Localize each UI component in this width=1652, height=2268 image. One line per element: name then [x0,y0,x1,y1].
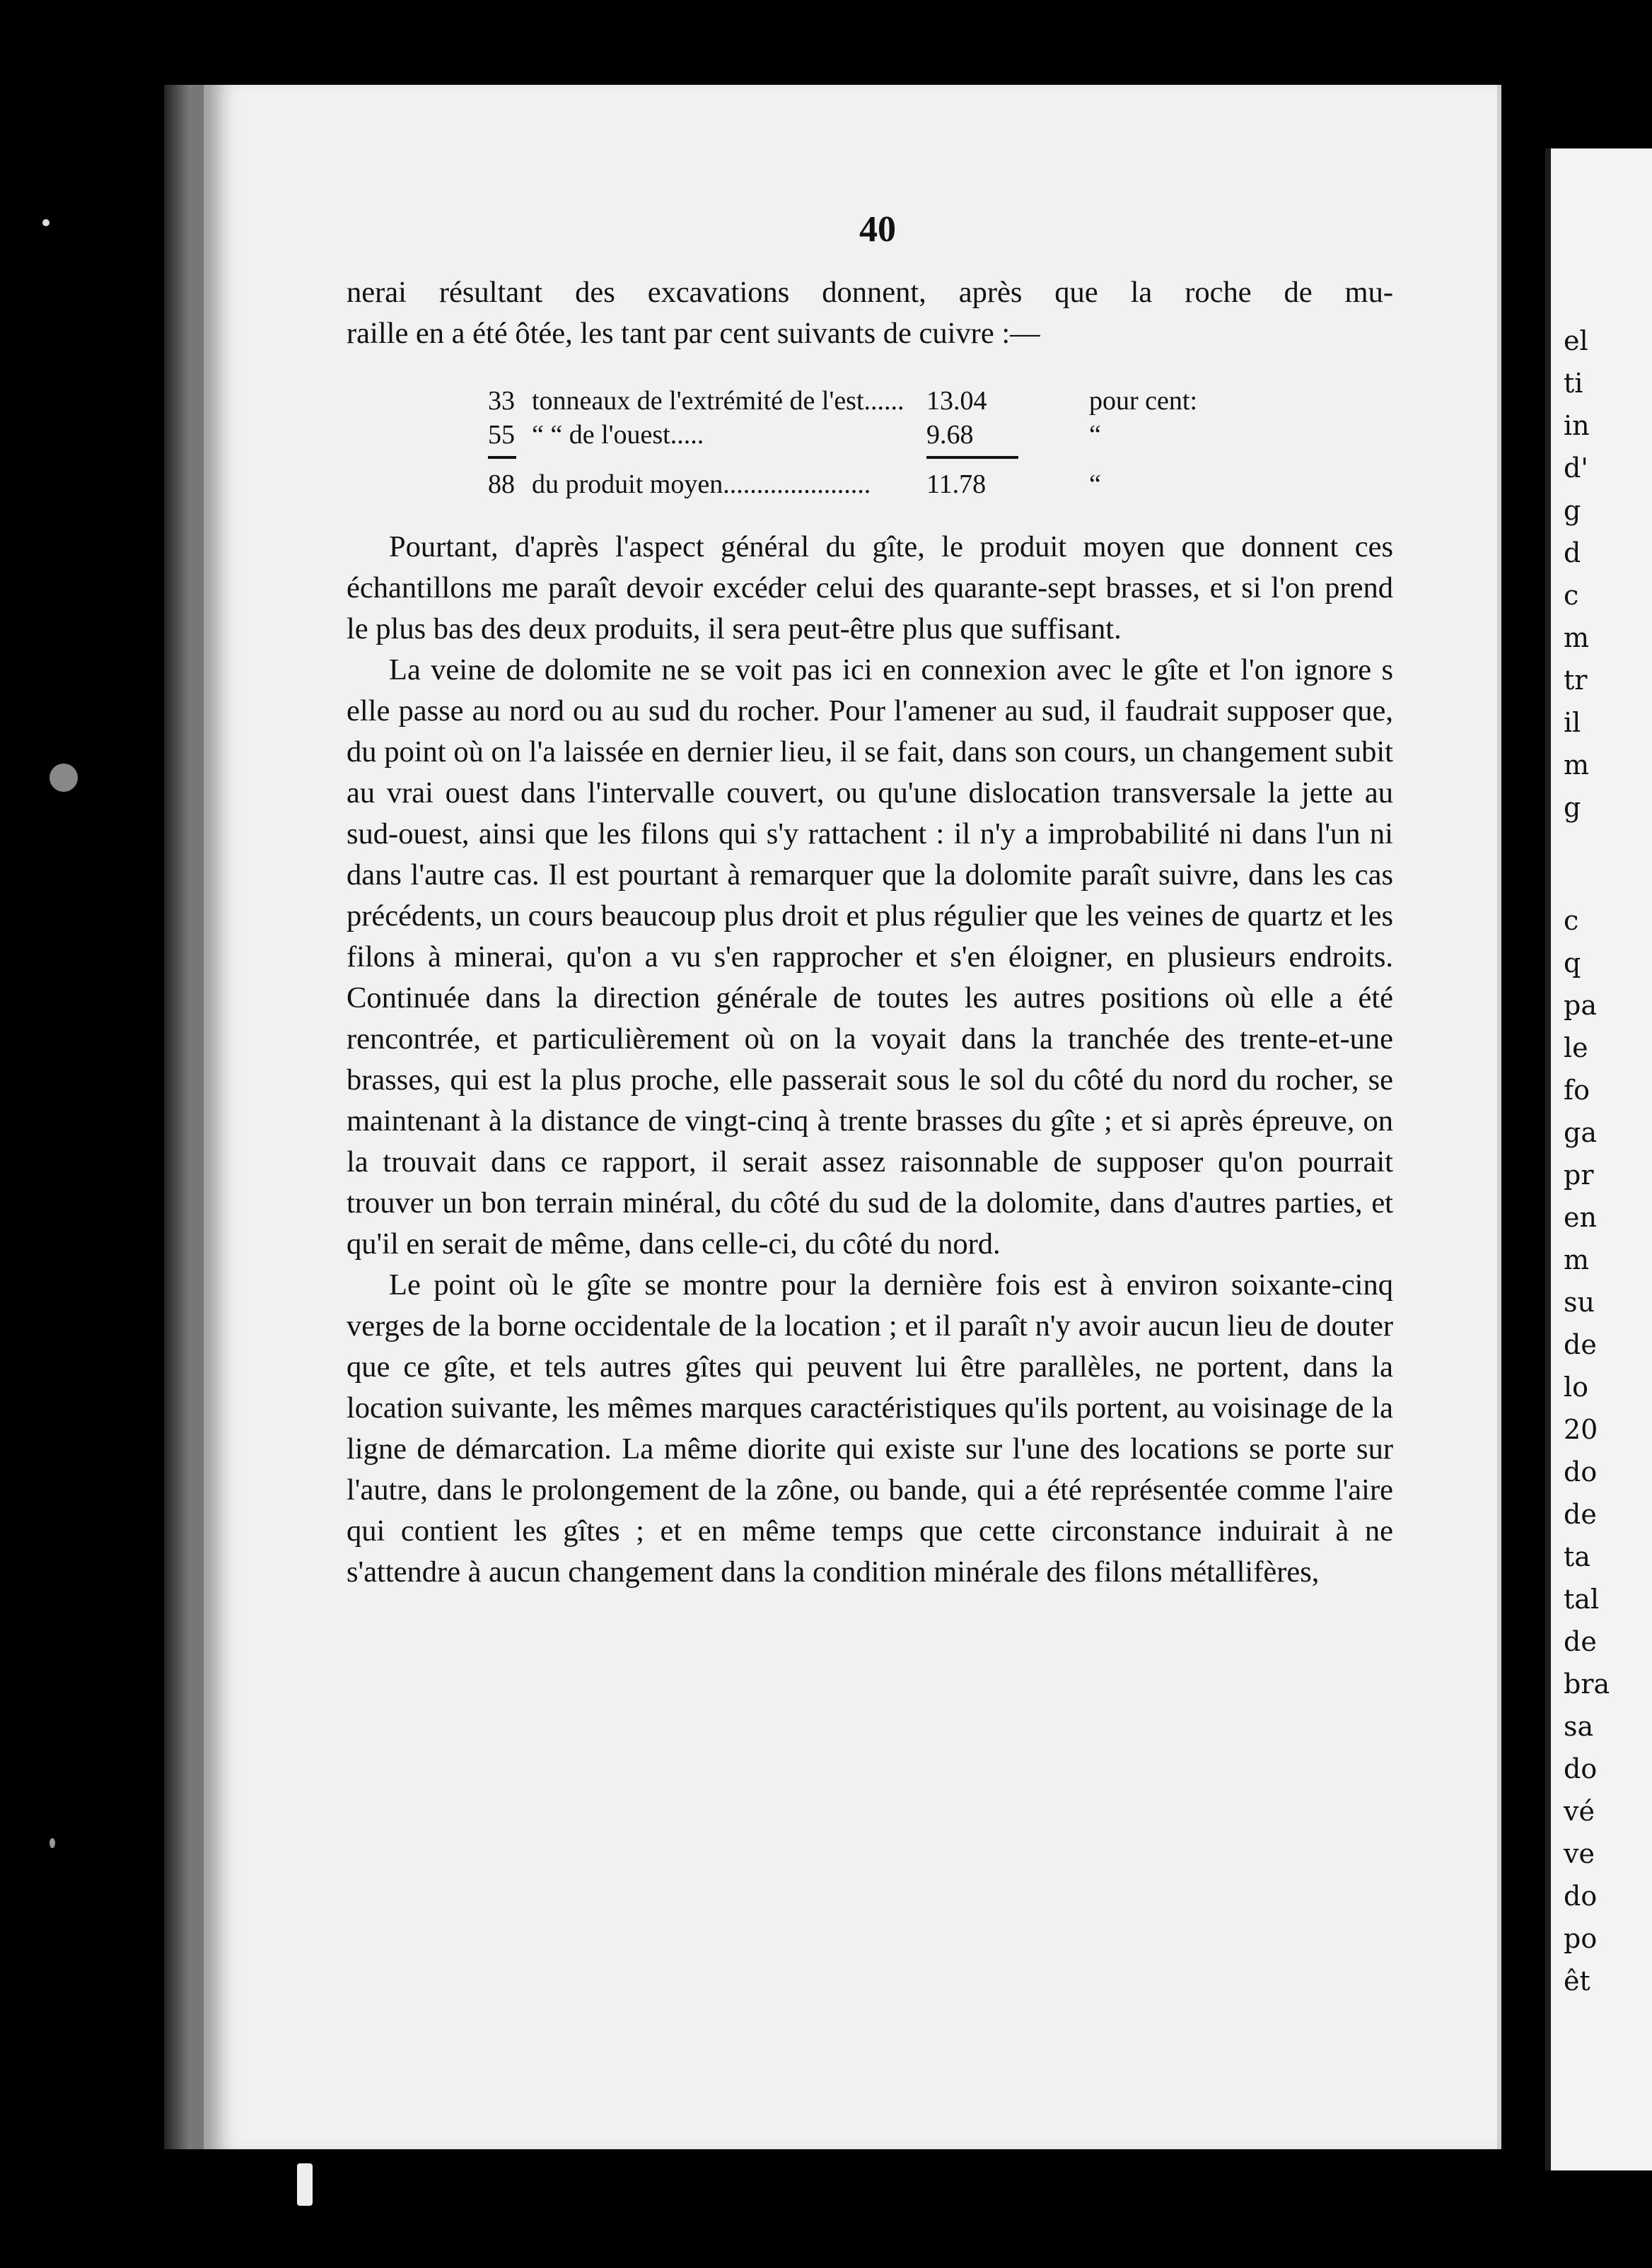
adjacent-fragment: ga [1564,1117,1597,1148]
adjacent-fragment: su [1564,1287,1595,1318]
adjacent-fragment: c [1564,580,1579,611]
adjacent-fragment: bra [1564,1668,1610,1700]
paragraph: La veine de dolomite ne se voit pas ici en connexion avec le gîte et l'on ignore s elle passe au nord ou au sud du rocher. Pour l'amener au sud, il faudrait supposer que, du point où on l'a laissée en dernier lieu, il se fait, dans son cours, un changement subit au vrai ouest dans l'intervalle couvert, ou qu'une dislocation transversale la jette au sud-ouest, ainsi que les filons qui s'y rattachent : il n'y a improbabilité ni dans l'un ni dans l'autre cas. Il est pourtant à remarquer que la dolomite paraît suivre, dans les cas précédents, un cours beaucoup plus droit et plus régulier que les veines de quartz et les filons à minerai, qu'on a vu s'en rapprocher et s'en éloigner, en plusieurs endroits. Continuée dans la direction générale de toutes les autres positions où elle a été rencontrée, et particulièrement où on la voyait dans la tranchée des trente-et-une brasses, qui est la plus proche, elle passerait sous le sol du côté du nord du rocher, se maintenant à la distance de vingt-cinq à trente brasses du gîte ; et si après épreuve, on la trouvait dans ce rapport, il serait assez raisonnable de supposer qu'on pourrait trouver un bon terrain minéral, du côté du sud de la dolomite, dans d'autres parties, et qu'il en serait de même, dans celle-ci, du côté du nord. [347,653,1393,1261]
row-unit: pour cent: [1089,386,1198,416]
adjacent-fragment: sa [1564,1711,1594,1742]
adjacent-fragment: vé [1564,1796,1595,1827]
row-unit: “ [1089,420,1101,450]
adjacent-fragment: ve [1564,1838,1595,1869]
row-value: 13.04 [926,386,987,416]
adjacent-fragment: g [1564,792,1581,823]
adjacent-fragment: m [1564,749,1590,781]
adjacent-fragment: tal [1564,1584,1600,1615]
adjacent-fragment: de [1564,1499,1597,1530]
adjacent-fragment: m [1564,622,1590,653]
adjacent-fragment: de [1564,1626,1597,1657]
row-value: 9.68 [926,420,974,450]
adjacent-page-edge [1545,148,1652,2170]
adjacent-fragment: c [1564,905,1579,936]
adjacent-fragment: 20 [1564,1414,1598,1445]
intro-line-1: nerai résultant des excavations donnent, après que la roche de mu- [347,276,1393,309]
adjacent-fragment: q [1564,947,1581,978]
row-description: “ “ de l'ouest..... [532,420,704,450]
adjacent-fragment: pa [1564,990,1597,1021]
dust-speck [50,1838,55,1848]
adjacent-fragment: fo [1564,1075,1590,1106]
row-description: tonneaux de l'extrémité de l'est...... [532,386,904,416]
adjacent-fragment: el [1564,325,1588,356]
total-quantity: 88 [488,469,515,499]
copper-yield-table [488,385,1223,503]
adjacent-fragment: do [1564,1753,1598,1784]
adjacent-fragment: il [1564,707,1581,738]
intro-line-2: raille en a été ôtée, les tant par cent suivants de cuivre :— [347,317,1040,350]
adjacent-fragment: m [1564,1244,1590,1275]
adjacent-fragment: de [1564,1329,1597,1360]
adjacent-fragment: po [1564,1923,1598,1954]
table-total-row [488,469,1223,503]
adjacent-fragment: êt [1564,1965,1590,1997]
adjacent-fragment: d' [1564,452,1588,484]
adjacent-fragment: pr [1564,1159,1594,1191]
adjacent-fragment: le [1564,1032,1588,1063]
sum-rule-left [488,456,516,459]
row-quantity: 55 [488,420,515,450]
dust-speck [297,2163,313,2206]
table-row [488,385,1223,419]
adjacent-fragment: do [1564,1881,1598,1912]
adjacent-fragment: g [1564,495,1581,526]
total-description: du produit moyen...................... [532,469,871,499]
adjacent-fragment: tr [1564,665,1588,696]
body-text [347,527,1393,1593]
total-unit: “ [1089,469,1101,499]
row-quantity: 33 [488,386,515,416]
paragraph: Pourtant, d'après l'aspect général du gîte, le produit moyen que donnent ces échantillons me paraît devoir excéder celui des quarante-sept brasses, et si l'on prend le plus bas des deux produits, il sera peut-être plus que suffisant. [347,530,1393,645]
dust-speck [50,764,78,792]
intro-text [347,272,1393,354]
page-number: 40 [859,209,896,250]
adjacent-fragment: ta [1564,1541,1590,1572]
table-row [488,419,1223,453]
adjacent-fragment: lo [1564,1372,1589,1403]
adjacent-fragment: do [1564,1456,1598,1487]
adjacent-fragment: ti [1564,368,1583,399]
paragraph: Le point où le gîte se montre pour la dernière fois est à environ soixante-cinq verges de la borne occidentale de la location ; et il paraît n'y avoir aucun lieu de douter que ce gîte, et tels autres gîtes qui peuvent lui être parallèles, ne portent, dans la location suivante, les mêmes marques caractéristiques qu'ils portent, au voisinage de la ligne de démarcation. La même diorite qui existe sur l'une des locations se porte sur l'autre, dans le prolongement de la zône, ou bande, qui a été représentée comme l'aire qui contient les gîtes ; et en même temps que cette circonstance induirait à ne s'attendre à aucun changement dans la condition minérale des filons métallifères, [347,1268,1393,1589]
dust-speck [42,219,50,226]
adjacent-fragment: in [1564,410,1590,441]
adjacent-fragment: en [1564,1202,1597,1233]
adjacent-fragment: d [1564,537,1581,568]
total-value: 11.78 [926,469,987,499]
sum-rule-right [926,456,1018,459]
